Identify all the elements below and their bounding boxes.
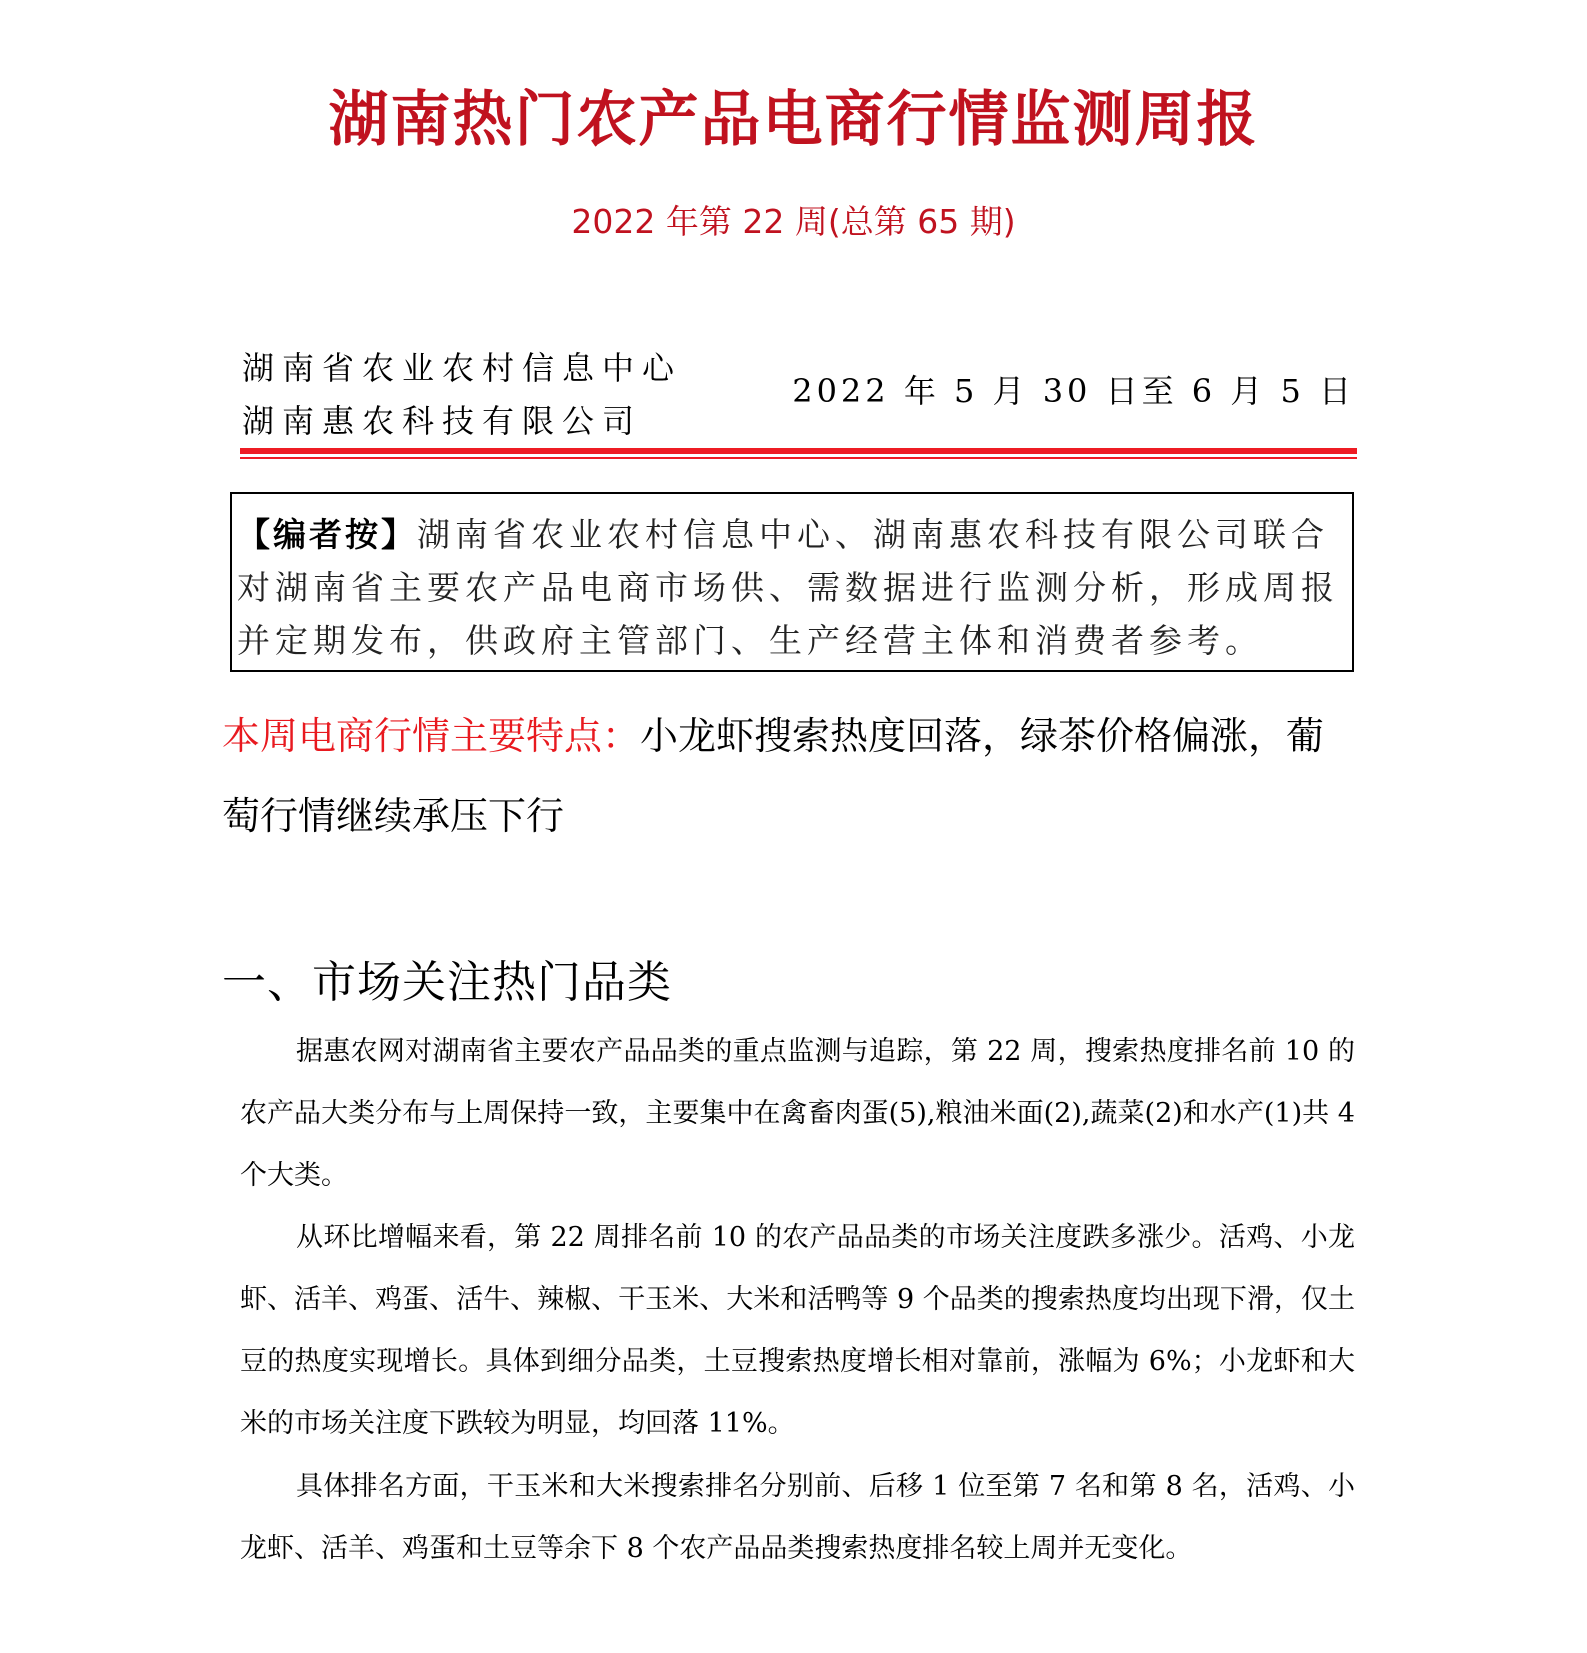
publisher-org-2: 湖南惠农科技有限公司: [242, 402, 643, 440]
editor-note-label: 【编者按】: [237, 515, 417, 554]
header-rule-thick: [240, 448, 1357, 454]
weekly-summary: [222, 696, 1362, 856]
header-rule-thin: [240, 457, 1357, 459]
report-title: 湖南热门农产品电商行情监测周报: [328, 85, 1259, 155]
body-paragraph: 具体排名方面，干玉米和大米搜索排名分别前、后移 1 位至第 7 名和第 8 名，活鸡、小龙虾、活羊、鸡蛋和土豆等余下 8 个农产品品类搜索热度排名较上周并无变化。: [240, 1471, 1355, 1564]
summary-label: 本周电商行情主要特点：: [222, 714, 641, 758]
body-paragraph: 从环比增幅来看，第 22 周排名前 10 的农产品品类的市场关注度跌多涨少。活鸡、小龙虾、活羊、鸡蛋、活牛、辣椒、干玉米、大米和活鸭等 9 个品类的搜索热度均出现下滑，仅土豆的热度实现增长。具体到细分品类，土豆搜索热度增长相对靠前，涨幅为 6%；小龙虾和大米的市场关注度下跌较为明显，均回落 11%。: [240, 1222, 1355, 1439]
issue-number: 2022 年第 22 周(总第 65 期): [571, 202, 1016, 241]
editor-note-box: [230, 492, 1354, 672]
summary-text: 小龙虾搜索热度回落，绿茶价格偏涨，葡萄行情继续承压下行: [222, 714, 1325, 838]
date-range: 2022 年 5 月 30 日至 6 月 5 日: [792, 372, 1355, 410]
section-heading: 一、市场关注热门品类: [222, 957, 672, 1008]
body-paragraph: 据惠农网对湖南省主要农产品品类的重点监测与追踪，第 22 周，搜索热度排名前 10 的农产品大类分布与上周保持一致，主要集中在禽畜肉蛋(5),粮油米面(2),蔬菜(2)和水产(1)共 4 个大类。: [240, 1036, 1355, 1191]
editor-note-text: 湖南省农业农村信息中心、湖南惠农科技有限公司联合对湖南省主要农产品电商市场供、需数据进行监测分析，形成周报并定期发布，供政府主管部门、生产经营主体和消费者参考。: [237, 515, 1339, 660]
publisher-org-1: 湖南省农业农村信息中心: [242, 349, 683, 387]
